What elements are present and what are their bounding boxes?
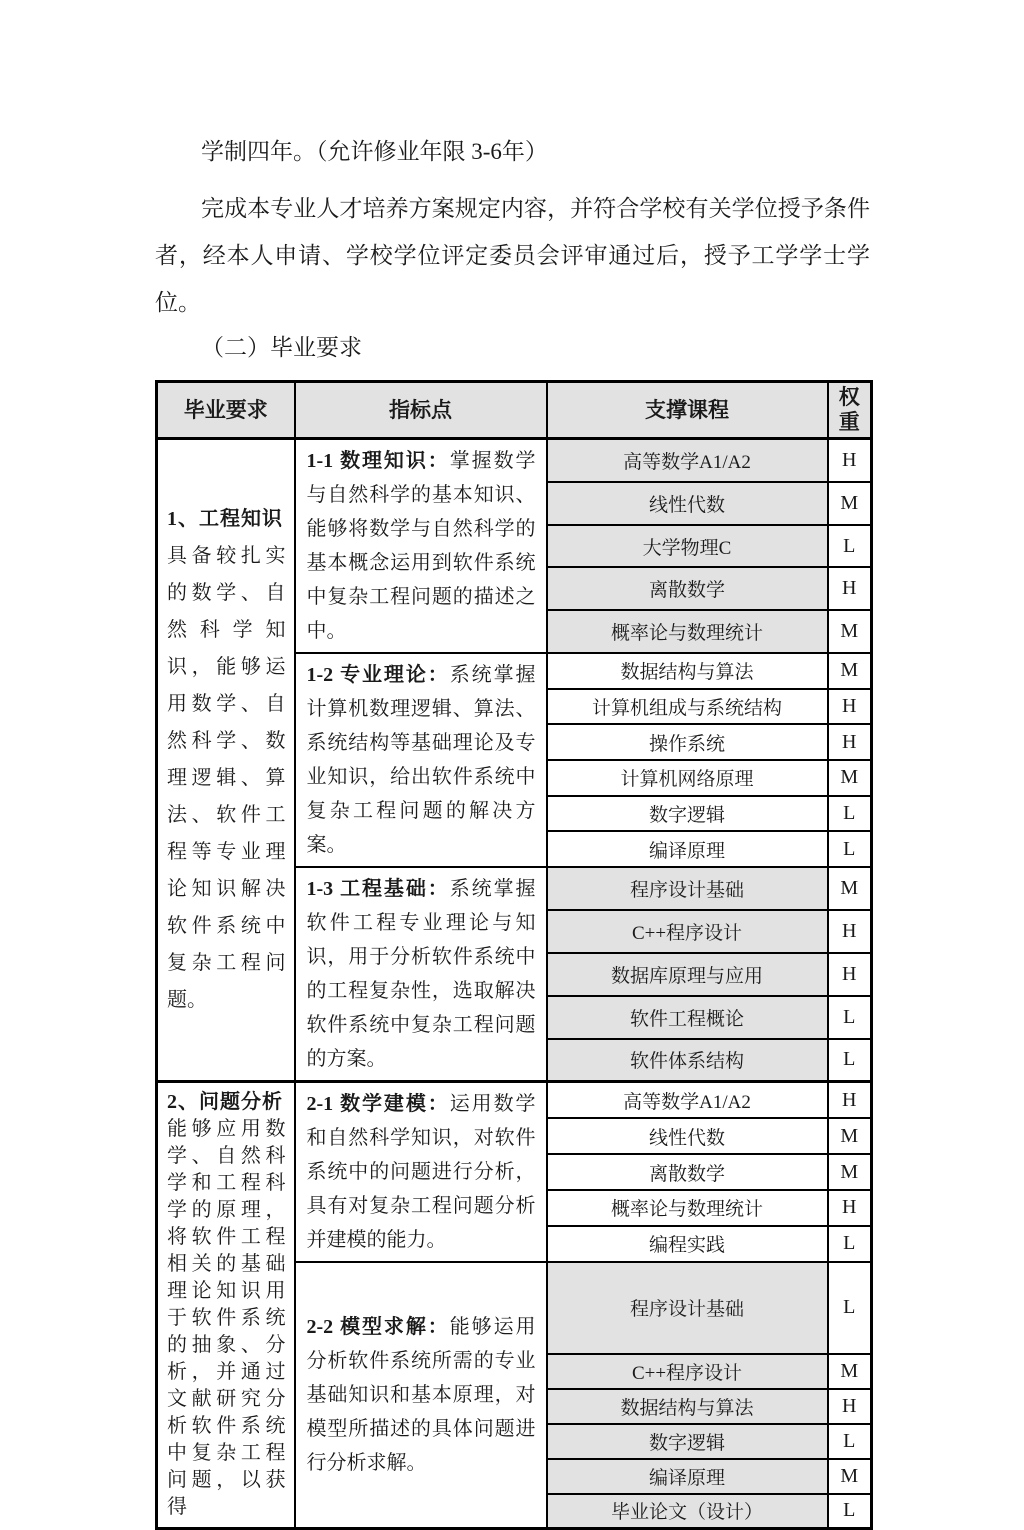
weight-cell: M — [828, 482, 872, 525]
course-cell: 编程实践 — [547, 1226, 828, 1262]
requirement-cell — [157, 439, 295, 1082]
course-cell: 程序设计基础 — [547, 1262, 828, 1354]
weight-cell: M — [828, 867, 872, 910]
course-cell: 高等数学A1/A2 — [547, 439, 828, 482]
weight-cell: L — [828, 1494, 872, 1529]
indicator-cell — [295, 1262, 547, 1529]
course-cell: 软件体系结构 — [547, 1039, 828, 1082]
header-cell-courses: 支撑课程 — [547, 382, 828, 439]
weight-cell: M — [828, 760, 872, 796]
weight-cell: H — [828, 1082, 872, 1119]
weight-cell: M — [828, 653, 872, 689]
requirement-description: 能够应用数学、自然科学和工程科学的原理，将软件工程相关的基础理论知识用于软件系统的抽象、分析，并通过文献研究分析软件系统中复杂工程问题，以获得 — [167, 1118, 286, 1518]
indicator-label: 1-1 数理知识： — [306, 450, 450, 472]
header-row — [157, 382, 872, 439]
course-cell: 程序设计基础 — [547, 867, 828, 910]
course-cell: 数据结构与算法 — [547, 653, 828, 689]
indicator-cell — [295, 867, 547, 1082]
course-cell: 线性代数 — [547, 1118, 828, 1154]
course-cell: C++程序设计 — [547, 1354, 828, 1389]
weight-cell: M — [828, 1154, 872, 1190]
weight-cell: H — [828, 724, 872, 760]
weight-cell: L — [828, 996, 872, 1039]
course-cell: 离散数学 — [547, 567, 828, 610]
weight-cell: H — [828, 439, 872, 482]
course-cell: 编译原理 — [547, 1459, 828, 1494]
course-cell: C++程序设计 — [547, 910, 828, 953]
indicator-text: 系统掌握软件工程专业理论与知识，用于分析软件系统中的工程复杂性，选取解决软件系统中复杂工程问题的方案。 — [306, 878, 536, 1070]
indicator-cell — [295, 439, 547, 654]
study-duration-line: 学制四年。（允许修业年限 3-6年） — [201, 139, 548, 164]
weight-cell: H — [828, 689, 872, 725]
course-cell: 数据库原理与应用 — [547, 953, 828, 996]
course-cell: 概率论与数理统计 — [547, 610, 828, 653]
requirement-title: 2、问题分析 — [167, 1091, 283, 1113]
weight-cell: L — [828, 831, 872, 867]
indicator-text: 运用数学和自然科学知识，对软件系统中的问题进行分析，具有对复杂工程问题分析并建模的能力。 — [306, 1093, 536, 1251]
course-cell: 编译原理 — [547, 831, 828, 867]
indicator-label: 1-3 工程基础： — [306, 878, 450, 900]
table-row — [157, 1082, 872, 1119]
weight-cell: H — [828, 910, 872, 953]
weight-cell: H — [828, 567, 872, 610]
table-row — [157, 439, 872, 482]
indicator-label: 2-1 数学建模： — [306, 1093, 450, 1115]
course-cell: 软件工程概论 — [547, 996, 828, 1039]
requirement-title: 1、工程知识 — [167, 508, 283, 530]
course-cell: 大学物理C — [547, 525, 828, 568]
weight-cell: L — [828, 1424, 872, 1459]
weight-cell: H — [828, 1389, 872, 1424]
course-cell: 高等数学A1/A2 — [547, 1082, 828, 1119]
requirement-description: 具备较扎实的数学、自然科学知识，能够运用数学、自然科学、数理逻辑、算法、软件工程等专业理论知识解决软件系统中复杂工程问题。 — [167, 545, 286, 1011]
weight-cell: M — [828, 610, 872, 653]
graduation-requirements-heading: （二）毕业要求 — [201, 335, 362, 360]
requirements-table — [155, 380, 873, 1530]
weight-cell: M — [828, 1459, 872, 1494]
requirements-table-body — [157, 439, 872, 1529]
weight-cell: L — [828, 1039, 872, 1082]
weight-cell: L — [828, 1226, 872, 1262]
course-cell: 线性代数 — [547, 482, 828, 525]
course-cell: 操作系统 — [547, 724, 828, 760]
indicator-text: 系统掌握计算机数理逻辑、算法、系统结构等基础理论及专业知识，给出软件系统中复杂工程问题的解决方案。 — [306, 664, 536, 856]
weight-cell: L — [828, 525, 872, 568]
weight-cell: M — [828, 1354, 872, 1389]
course-cell: 概率论与数理统计 — [547, 1190, 828, 1226]
weight-cell: L — [828, 1262, 872, 1354]
course-cell: 数据结构与算法 — [547, 1389, 828, 1424]
course-cell: 毕业论文（设计） — [547, 1494, 828, 1529]
degree-paragraph: 完成本专业人才培养方案规定内容，并符合学校有关学位授予条件者，经本人申请、学校学位评定委员会评审通过后，授予工学学士学位。 — [155, 196, 870, 315]
weight-cell: H — [828, 953, 872, 996]
course-cell: 计算机组成与系统结构 — [547, 689, 828, 725]
header-cell-weight: 权重 — [828, 382, 872, 439]
weight-cell: M — [828, 1118, 872, 1154]
course-cell: 数字逻辑 — [547, 1424, 828, 1459]
course-cell: 计算机网络原理 — [547, 760, 828, 796]
weight-cell: L — [828, 796, 872, 832]
indicator-text: 能够运用分析软件系统所需的专业基础知识和基本原理，对模型所描述的具体问题进行分析求解。 — [306, 1316, 536, 1474]
header-cell-requirement: 毕业要求 — [157, 382, 295, 439]
indicator-label: 2-2 模型求解： — [306, 1316, 450, 1338]
indicator-text: 掌握数学与自然科学的基本知识、能够将数学与自然科学的基本概念运用到软件系统中复杂工程问题的描述之中。 — [306, 450, 536, 642]
header-cell-indicator: 指标点 — [295, 382, 547, 439]
course-cell: 离散数学 — [547, 1154, 828, 1190]
indicator-cell — [295, 1082, 547, 1263]
course-cell: 数字逻辑 — [547, 796, 828, 832]
indicator-cell — [295, 653, 547, 867]
indicator-label: 1-2 专业理论： — [306, 664, 450, 686]
requirement-cell — [157, 1082, 295, 1529]
weight-cell: H — [828, 1190, 872, 1226]
